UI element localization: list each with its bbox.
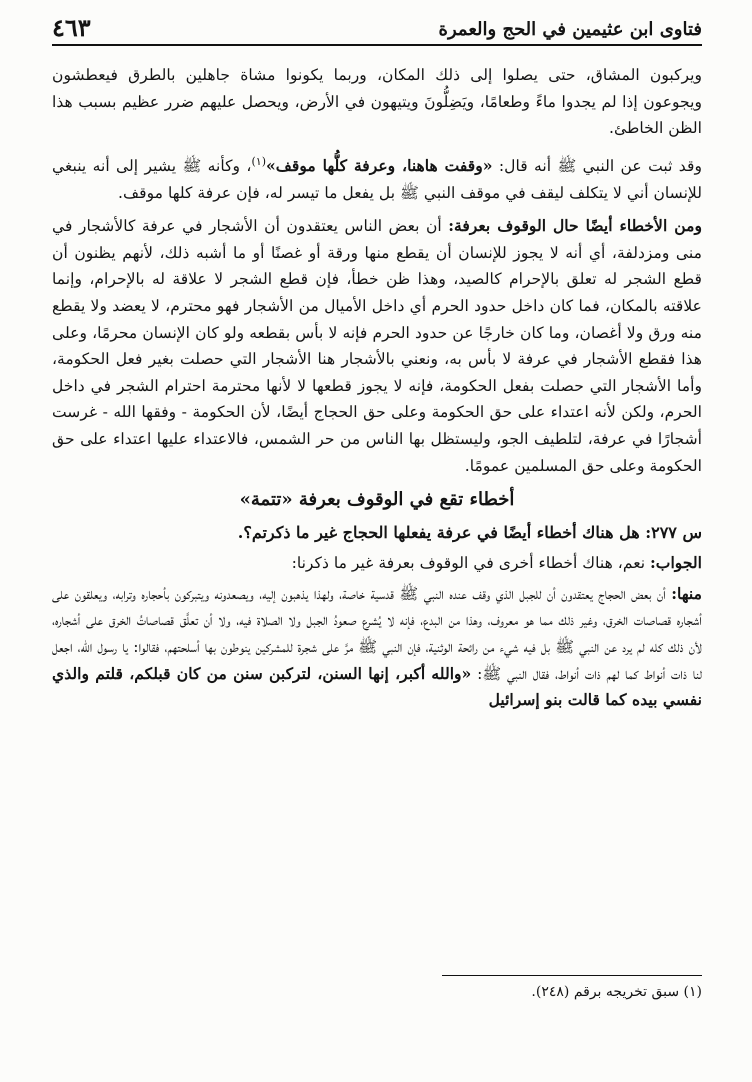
paragraph-3-body: أن بعض الناس يعتقدون أن الأشجار في عرفة كالأشجار في منى ومزدلفة، أي أنه لا يجوز للإنسان أن يقطع منها ورقة أو غصنًا أو ما أشبه ذلك، لأنهم يظنون أن قطع الشجر له تعلق بالإحرام كالصيد، وهذا ظن خطأ، فإن قطع الشجر لا علاقة له بالإحرام، وإنما علاقته بالمكان، فما كان داخل حدود الحرم أي داخل الأميال من الأشجار فهو محترم، لا يعضد ولا يقطع منه ورق ولا أغصان، وما كان خارجًا عن حدود الحرم فإنه لا بأس بقطعه ولو كان الإنسان محرمًا، وعلى هذا فقطع الأشجار في عرفة لا بأس به، ونعني بالأشجار هنا الأشجار التي حصلت بغير فعل الحكومة، وأما الأشجار التي حصلت بفعل الحكومة، فإنه لا يجوز قطعها لا لأنها محترمة احترام الشجر في داخل الحرم، ولكن لأنه اعتداء على حق الحكومة وعلى حق الحجاج أيضًا، لأن الحكومة - وفقها الله - غرست أشجارًا في عرفة، لتلطيف الجو، وليستظل بها الناس من حر الشمس، فالاعتداء عليها اعتداء على حق الحكومة وعلى حق المسلمين عمومًا. — [52, 217, 702, 475]
paragraph-4-body: أن بعض الحجاج يعتقدون أن للجبل الذي وقف عنده النبي ﷺ قدسية خاصة، ولهذا يذهبون إليه، ويصعدونه ويتبركون بأحجاره وترابه، ويعلقون على أشجاره قصاصات الخرق، وغير ذلك مما هو معروف، وهذا من البدع، فإنه لا يُشرع صعودُ الجبل ولا الصلاة فيه، ولا أن تعلَّق قصاصاتُ الخرق على أشجاره، لأن ذلك كله لم يرد عن النبي ﷺ بل فيه شيء من رائحة الوثنية، فإن النبي ﷺ مرَّ على شجرة للمشركين ينوطون بها أسلحتهم، فقالوا: يا رسول الله، اجعل لنا ذات أنواط كما لهم ذات أنواط، فقال النبي ﷺ: — [52, 584, 702, 683]
answer — [52, 550, 702, 577]
hadith-quote-2: «والله أكبر، إنها السنن، لتركبن سنن من كان قبلكم، قلتم والذي نفسي بيده كما قالت بنو إسرائيل — [52, 663, 702, 710]
running-title: فتاوى ابن عثيمين في الحج والعمرة — [438, 19, 702, 40]
answer-body: نعم، هناك أخطاء أخرى في الوقوف بعرفة غير ما ذكرنا: — [291, 554, 651, 573]
paragraph-2-intro: وقد ثبت عن النبي ﷺ أنه قال: — [492, 156, 702, 175]
paragraph-4-lead: منها: — [671, 583, 702, 603]
footnote: (١) سبق تخريجه برقم (٢٤٨). — [531, 984, 702, 1000]
body-text — [52, 62, 702, 721]
paragraph-2 — [52, 149, 702, 206]
section-heading: أخطاء تقع في الوقوف بعرفة «تتمة» — [239, 489, 515, 511]
page-number: ٤٦٣ — [52, 13, 91, 42]
footnote-reference: (١) — [251, 154, 266, 168]
paragraph-2-rest: ، وكأنه ﷺ يشير إلى أنه ينبغي للإنسان أني لا يتكلف ليقف في موقف النبي ﷺ بل يفعل ما تيسر له، فإن عرفة كلها موقف. — [52, 156, 702, 202]
footnote-divider — [442, 975, 702, 976]
running-header — [52, 10, 702, 46]
book-page — [52, 0, 702, 1082]
paragraph-3 — [52, 213, 702, 479]
paragraph-1: ويركبون المشاق، حتى يصلوا إلى ذلك المكان، وربما يكونوا مشاة جاهلين بالطرق فيعطشون ويجوعون إذا لم يجدوا ماءً وطعامًا، ويَضِلُّونَ ويتيهون في الأرض، ويحصل عليهم ضرر عظيم بسبب هذا الظن الخاطئ. — [52, 66, 702, 138]
paragraph-4 — [52, 581, 702, 714]
answer-lead: الجواب: — [650, 553, 702, 573]
paragraph-3-lead: ومن الأخطاء أيضًا حال الوقوف بعرفة: — [448, 216, 702, 236]
question: س ٢٧٧: هل هناك أخطاء أيضًا في عرفة يفعلها الحجاج غير ما ذكرتم؟. — [237, 522, 702, 542]
hadith-quote: «وقفت هاهنا، وعرفة كلُّها موقف» — [265, 155, 493, 175]
